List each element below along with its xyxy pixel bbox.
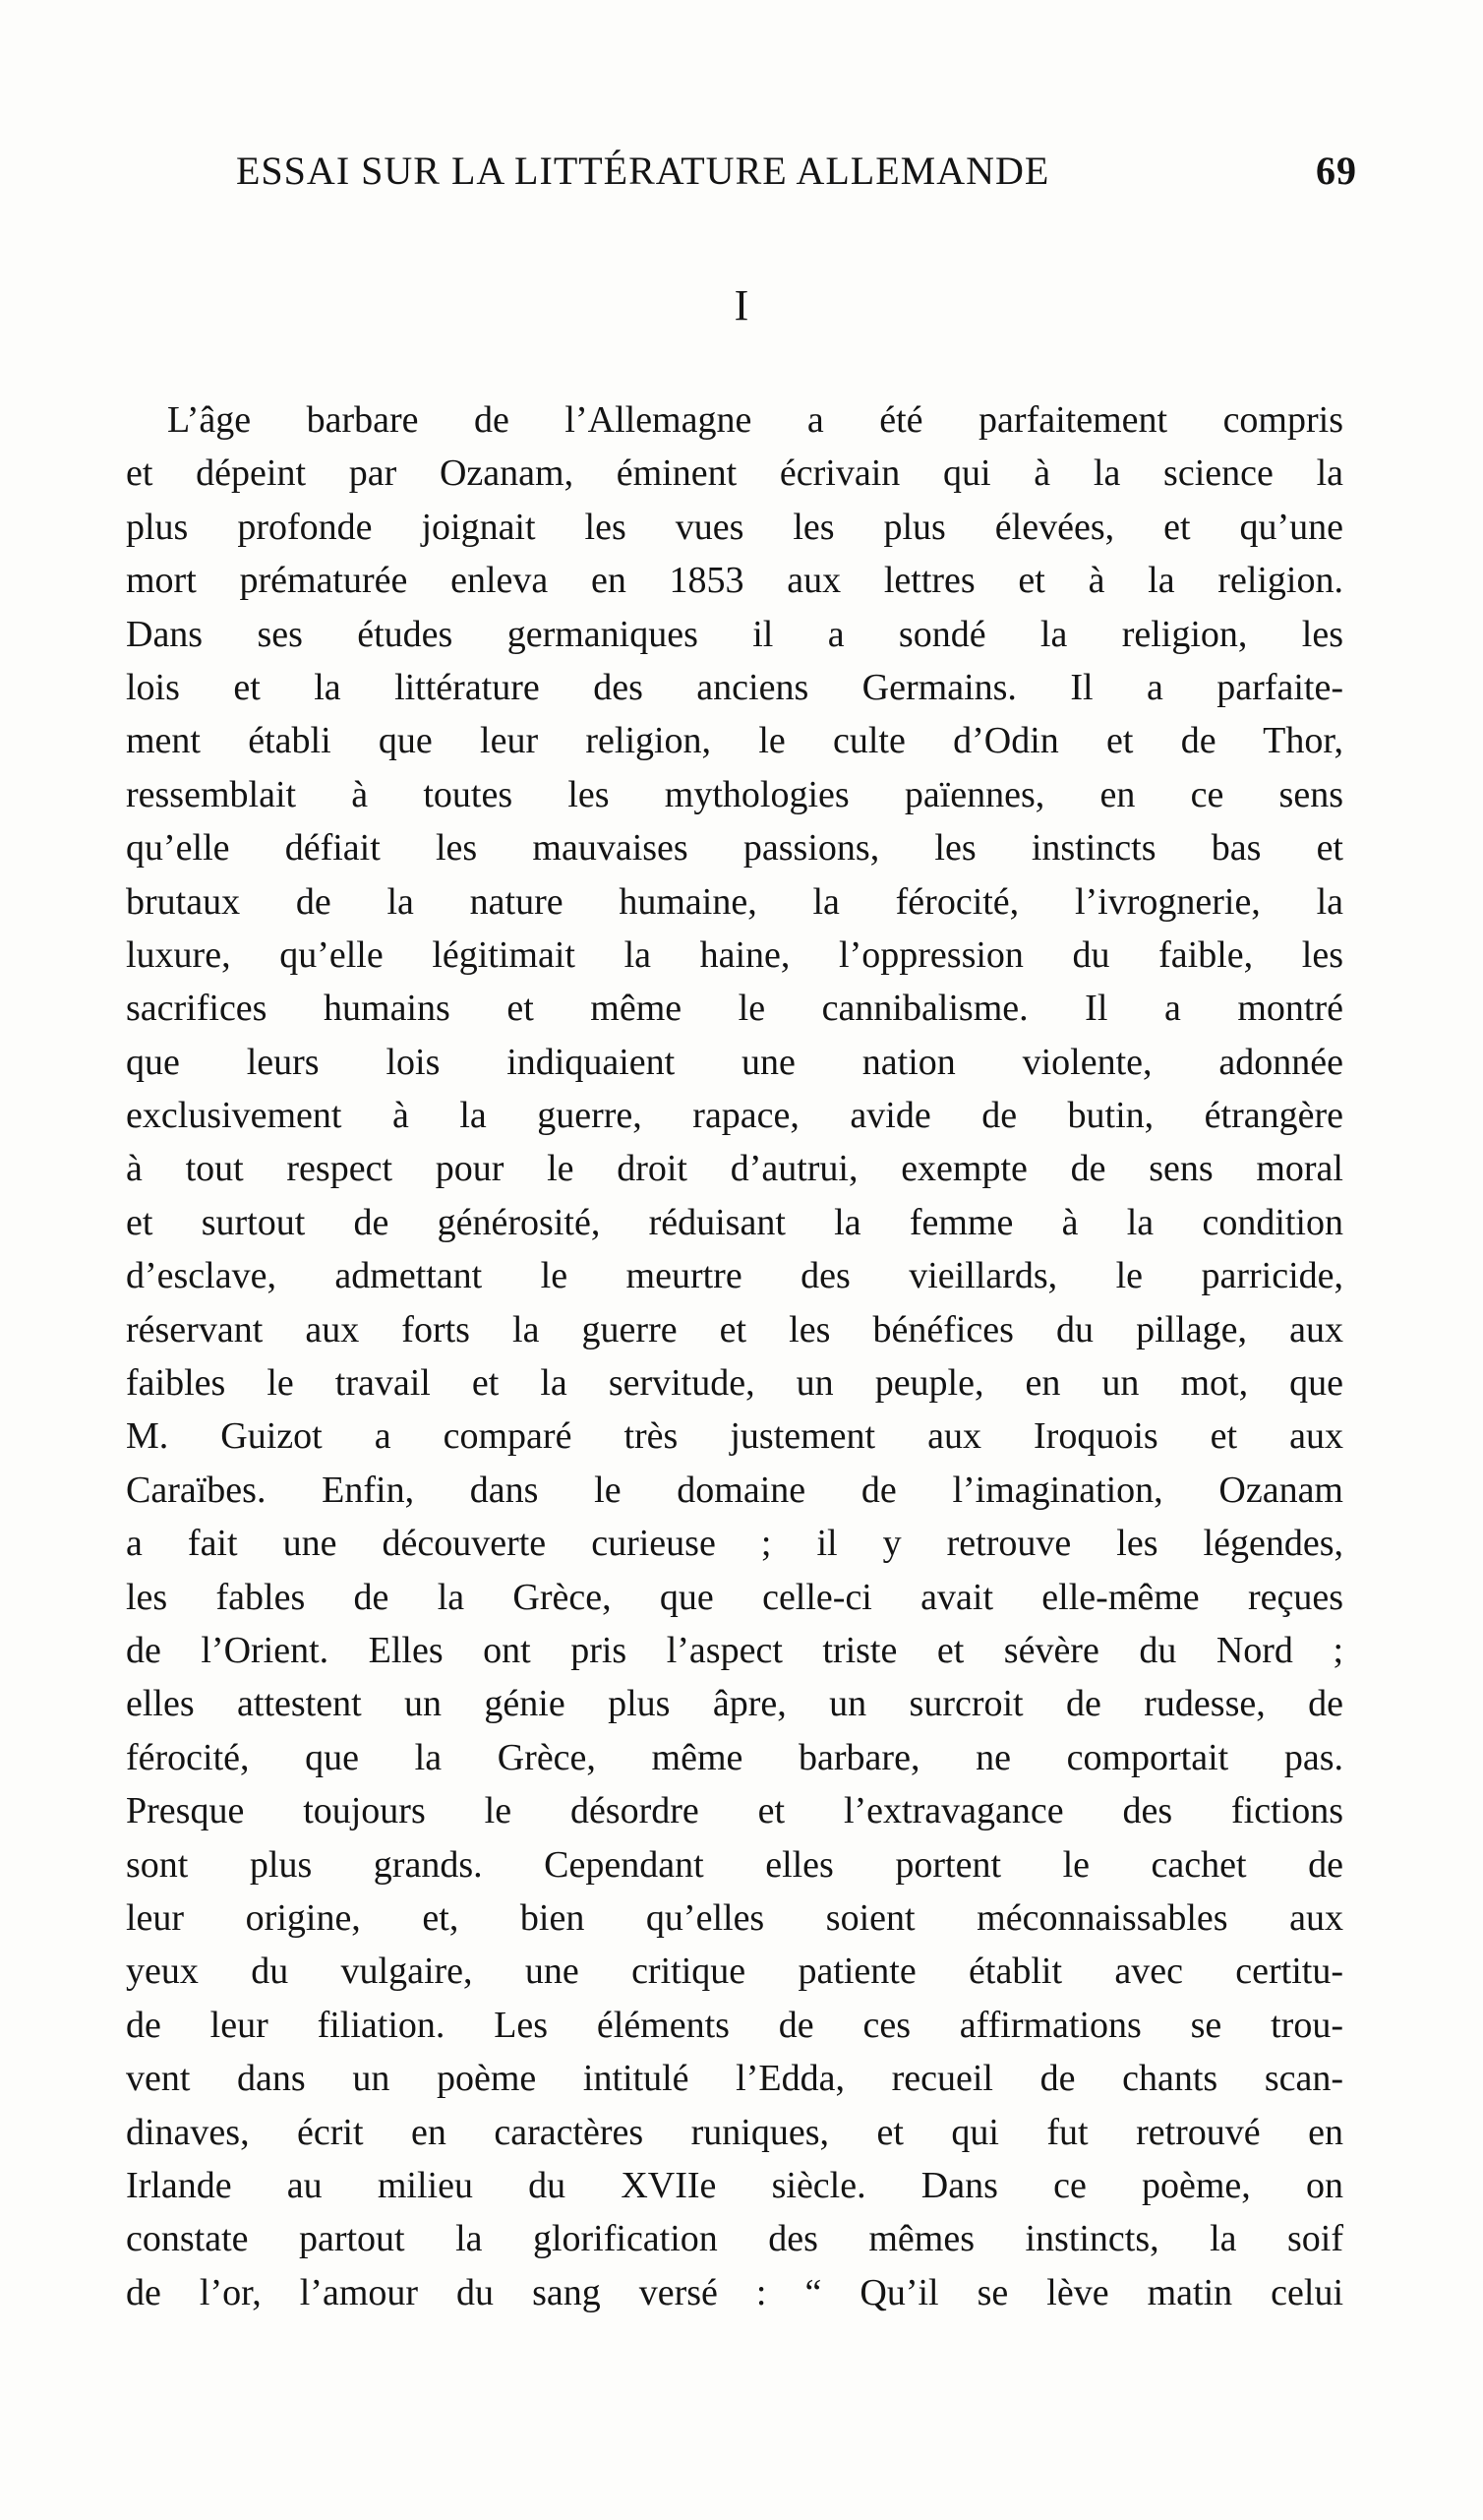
text-line: constate partout la glorification des mêmes instincts, la soif xyxy=(126,2218,1343,2260)
text-line: leur origine, et, bien qu’elles soient méconnaissables aux xyxy=(126,1896,1343,1939)
text-line: plus profonde joignait les vues les plus élevées, et qu’une xyxy=(126,506,1343,548)
text-line: de l’or, l’amour du sang versé : “ Qu’il se lève matin celui xyxy=(126,2271,1343,2313)
text-line: Caraïbes. Enfin, dans le domaine de l’imagination, Ozanam xyxy=(126,1469,1343,1511)
text-line: et surtout de générosité, réduisant la femme à la condition xyxy=(126,1201,1343,1243)
running-title: ESSAI SUR LA LITTÉRATURE ALLEMANDE xyxy=(236,149,1050,193)
text-line: que leurs lois indiquaient une nation violente, adonnée xyxy=(126,1041,1343,1083)
text-line: Presque toujours le désordre et l’extravagance des fictions xyxy=(126,1790,1343,1832)
text-line: d’esclave, admettant le meurtre des vieillards, le parricide, xyxy=(126,1255,1343,1297)
text-line: les fables de la Grèce, que celle-ci avait elle-même reçues xyxy=(126,1576,1343,1618)
text-line: brutaux de la nature humaine, la férocité, l’ivrognerie, la xyxy=(126,880,1343,923)
text-line: a fait une découverte curieuse ; il y retrouve les légendes, xyxy=(126,1523,1343,1565)
text-line: réservant aux forts la guerre et les bénéfices du pillage, aux xyxy=(126,1308,1343,1350)
text-line: férocité, que la Grèce, même barbare, ne comportait pas. xyxy=(126,1736,1343,1778)
running-head xyxy=(236,148,1357,207)
text-line: dinaves, écrit en caractères runiques, et qui fut retrouvé en xyxy=(126,2111,1343,2153)
text-line: Irlande au milieu du XVIIe siècle. Dans ce poème, on xyxy=(126,2164,1343,2206)
text-line: de leur filiation. Les éléments de ces affirmations se trou- xyxy=(126,2004,1343,2046)
page-number: 69 xyxy=(1316,149,1357,193)
text-line: sacrifices humains et même le cannibalisme. Il a montré xyxy=(126,988,1343,1030)
text-line: faibles le travail et la servitude, un peuple, en un mot, que xyxy=(126,1362,1343,1405)
text-line: yeux du vulgaire, une critique patiente établit avec certitu- xyxy=(126,1950,1343,1993)
text-line: luxure, qu’elle légitimait la haine, l’oppression du faible, les xyxy=(126,933,1343,976)
text-line: de l’Orient. Elles ont pris l’aspect triste et sévère du Nord ; xyxy=(126,1629,1343,1671)
text-line: M. Guizot a comparé très justement aux Iroquois et aux xyxy=(126,1415,1343,1458)
text-line: exclusivement à la guerre, rapace, avide de butin, étrangère xyxy=(126,1095,1343,1137)
text-line: qu’elle défiait les mauvaises passions, les instincts bas et xyxy=(126,827,1343,870)
text-line: mort prématurée enleva en 1853 aux lettres et à la religion. xyxy=(126,560,1343,602)
text-line: ment établi que leur religion, le culte d’Odin et de Thor, xyxy=(126,720,1343,762)
text-line: elles attestent un génie plus âpre, un surcroit de rudesse, de xyxy=(126,1683,1343,1725)
text-line: lois et la littérature des anciens Germains. Il a parfaite- xyxy=(126,666,1343,708)
text-line: sont plus grands. Cependant elles portent le cachet de xyxy=(126,1843,1343,1886)
text-line: à tout respect pour le droit d’autrui, exempte de sens moral xyxy=(126,1148,1343,1190)
text-line: vent dans un poème intitulé l’Edda, recueil de chants scan- xyxy=(126,2058,1343,2100)
body-paragraph xyxy=(126,393,1343,2319)
text-line: ressemblait à toutes les mythologies païennes, en ce sens xyxy=(126,773,1343,815)
text-line: L’âge barbare de l’Allemagne a été parfaitement compris xyxy=(167,399,1343,441)
text-line: et dépeint par Ozanam, éminent écrivain qui à la science la xyxy=(126,452,1343,495)
section-number: I xyxy=(734,281,749,330)
text-line: Dans ses études germaniques il a sondé la religion, les xyxy=(126,613,1343,655)
